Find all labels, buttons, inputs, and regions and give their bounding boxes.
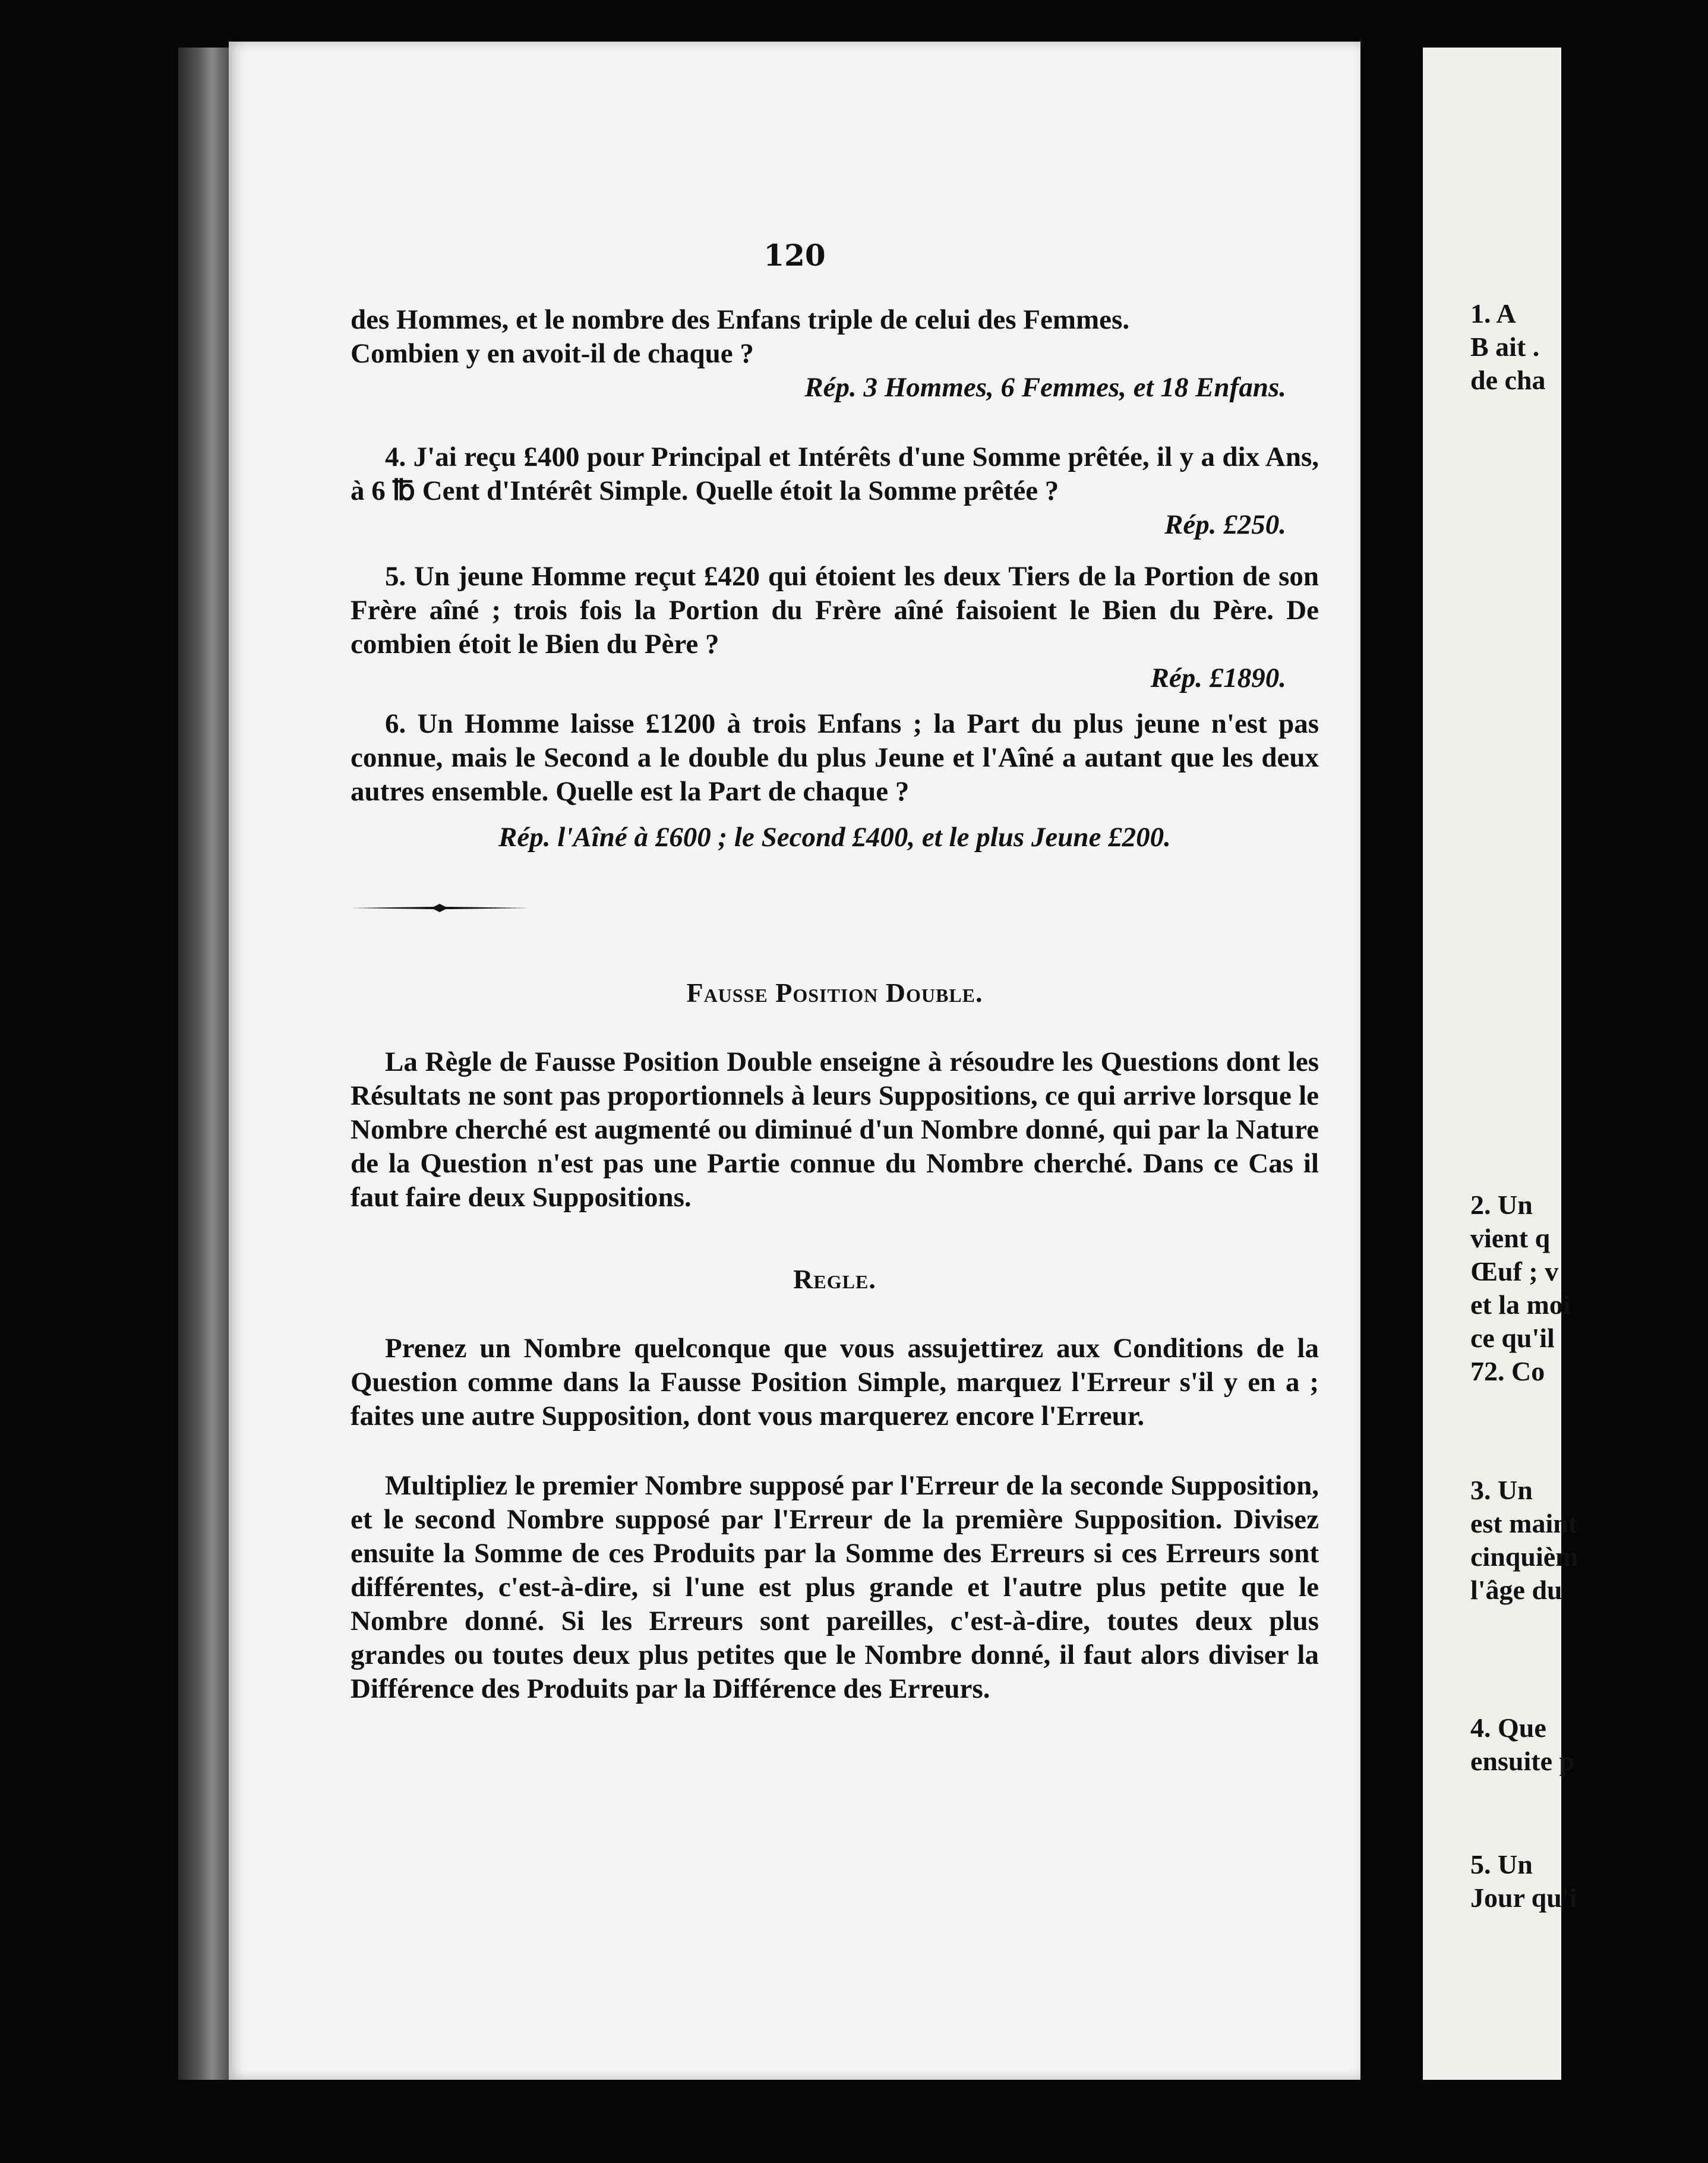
heading-fausse-position-double: Fausse Position Double. <box>686 978 983 1008</box>
book-spine <box>178 48 235 2080</box>
right-line: ensuite p <box>1470 1746 1575 1776</box>
continued-line-2: Combien y en avoit-il de chaque ? <box>351 338 754 369</box>
right-line: 4. Que <box>1470 1713 1546 1743</box>
question-6: 6. Un Homme laisse £1200 à trois Enfans ; la Part du plus jeune n'est pas connue, mais le Second a le double du plus Jeune et l'Aîné a autant que les deux autres ensemble. Quelle est la Part de chaque ? <box>351 708 1319 807</box>
continued-line-1: des Hommes, et le nombre des Enfans triple de celui des Femmes. <box>351 304 1130 335</box>
right-line: cinquièm <box>1470 1541 1578 1572</box>
heading-regle: Regle. <box>793 1264 876 1294</box>
answer-4: Rép. £250. <box>1164 509 1286 540</box>
right-block-2 <box>1470 1188 1708 1388</box>
right-line: 72. Co <box>1470 1356 1545 1386</box>
right-line: est maint <box>1470 1508 1578 1538</box>
answer-6: Rép. l'Aîné à £600 ; le Second £400, et le plus Jeune £200. <box>498 822 1171 853</box>
right-line: de cha <box>1470 365 1546 395</box>
page-content <box>351 303 1319 1706</box>
question-5: 5. Un jeune Homme reçut £420 qui étoient les deux Tiers de la Portion de son Frère aîné ; trois fois la Portion du Frère aîné faisoient le Bien du Père. De combien étoit le Bien du Père ? <box>351 561 1319 660</box>
question-4: 4. J'ai reçu £400 pour Principal et Intérêts d'une Somme prêtée, il y a dix Ans, à 6 ℔ Cent d'Intérêt Simple. Quelle étoit la Somme prêtée ? <box>351 442 1319 506</box>
right-line: Jour qu'i <box>1470 1883 1577 1913</box>
intro-paragraph: La Règle de Fausse Position Double enseigne à résoudre les Questions dont les Résultats ne sont pas proportionnels à leurs Suppositions, ce qui arrive lorsque le Nombre cherché est augmenté ou diminué d'un Nombre donné, qui par la Nature de la Question n'est pas une Partie connue du Nombre cherché. Dans ce Cas il faut faire deux Suppositions. <box>351 1046 1319 1213</box>
regle-paragraph-1: Prenez un Nombre quelconque que vous assujettirez aux Conditions de la Question comme dans la Fausse Position Simple, marquez l'Erreur s'il y en a ; faites une autre Supposition, dont vous marquerez encore l'Erreur. <box>351 1333 1319 1432</box>
answer-5: Rép. £1890. <box>1150 663 1286 693</box>
answer-3: Rép. 3 Hommes, 6 Femmes, et 18 Enfans. <box>804 372 1286 403</box>
right-line: 3. Un <box>1470 1475 1533 1505</box>
right-page-edge <box>1423 48 1578 2080</box>
right-block-4 <box>1470 1711 1708 1778</box>
right-block-5 <box>1470 1848 1708 1915</box>
right-line: 1. A <box>1470 298 1516 329</box>
right-line: l'âge du <box>1470 1575 1562 1605</box>
right-line: 5. Un <box>1470 1849 1533 1880</box>
regle-paragraph-2: Multipliez le premier Nombre supposé par l'Erreur de la seconde Supposition, et le second Nombre supposé par l'Erreur de la première Supposition. Divisez ensuite la Somme de ces Produits par la Somme des Erreurs si ces Erreurs sont différentes, c'est-à-dire, si l'une est plus grande et l'autre plus petite que le Nombre donné. Si les Erreurs sont pareilles, c'est-à-dire, toutes deux plus grandes ou toutes deux plus petites que le Nombre donné, il faut alors diviser la Différence des Produits par la Différence des Erreurs. <box>351 1470 1319 1704</box>
right-line: ce qu'il <box>1470 1323 1555 1353</box>
left-page <box>229 42 1360 2080</box>
right-line: Œuf ; v <box>1470 1256 1559 1287</box>
right-block-1 <box>1470 297 1708 397</box>
right-line: 2. Un <box>1470 1190 1533 1220</box>
right-line: B ait . <box>1470 332 1540 362</box>
right-line: et la moi <box>1470 1289 1571 1320</box>
right-line: vient q <box>1470 1223 1551 1253</box>
right-block-3 <box>1470 1474 1708 1607</box>
page-number: 120 <box>763 238 826 273</box>
ornament-divider <box>351 902 529 914</box>
